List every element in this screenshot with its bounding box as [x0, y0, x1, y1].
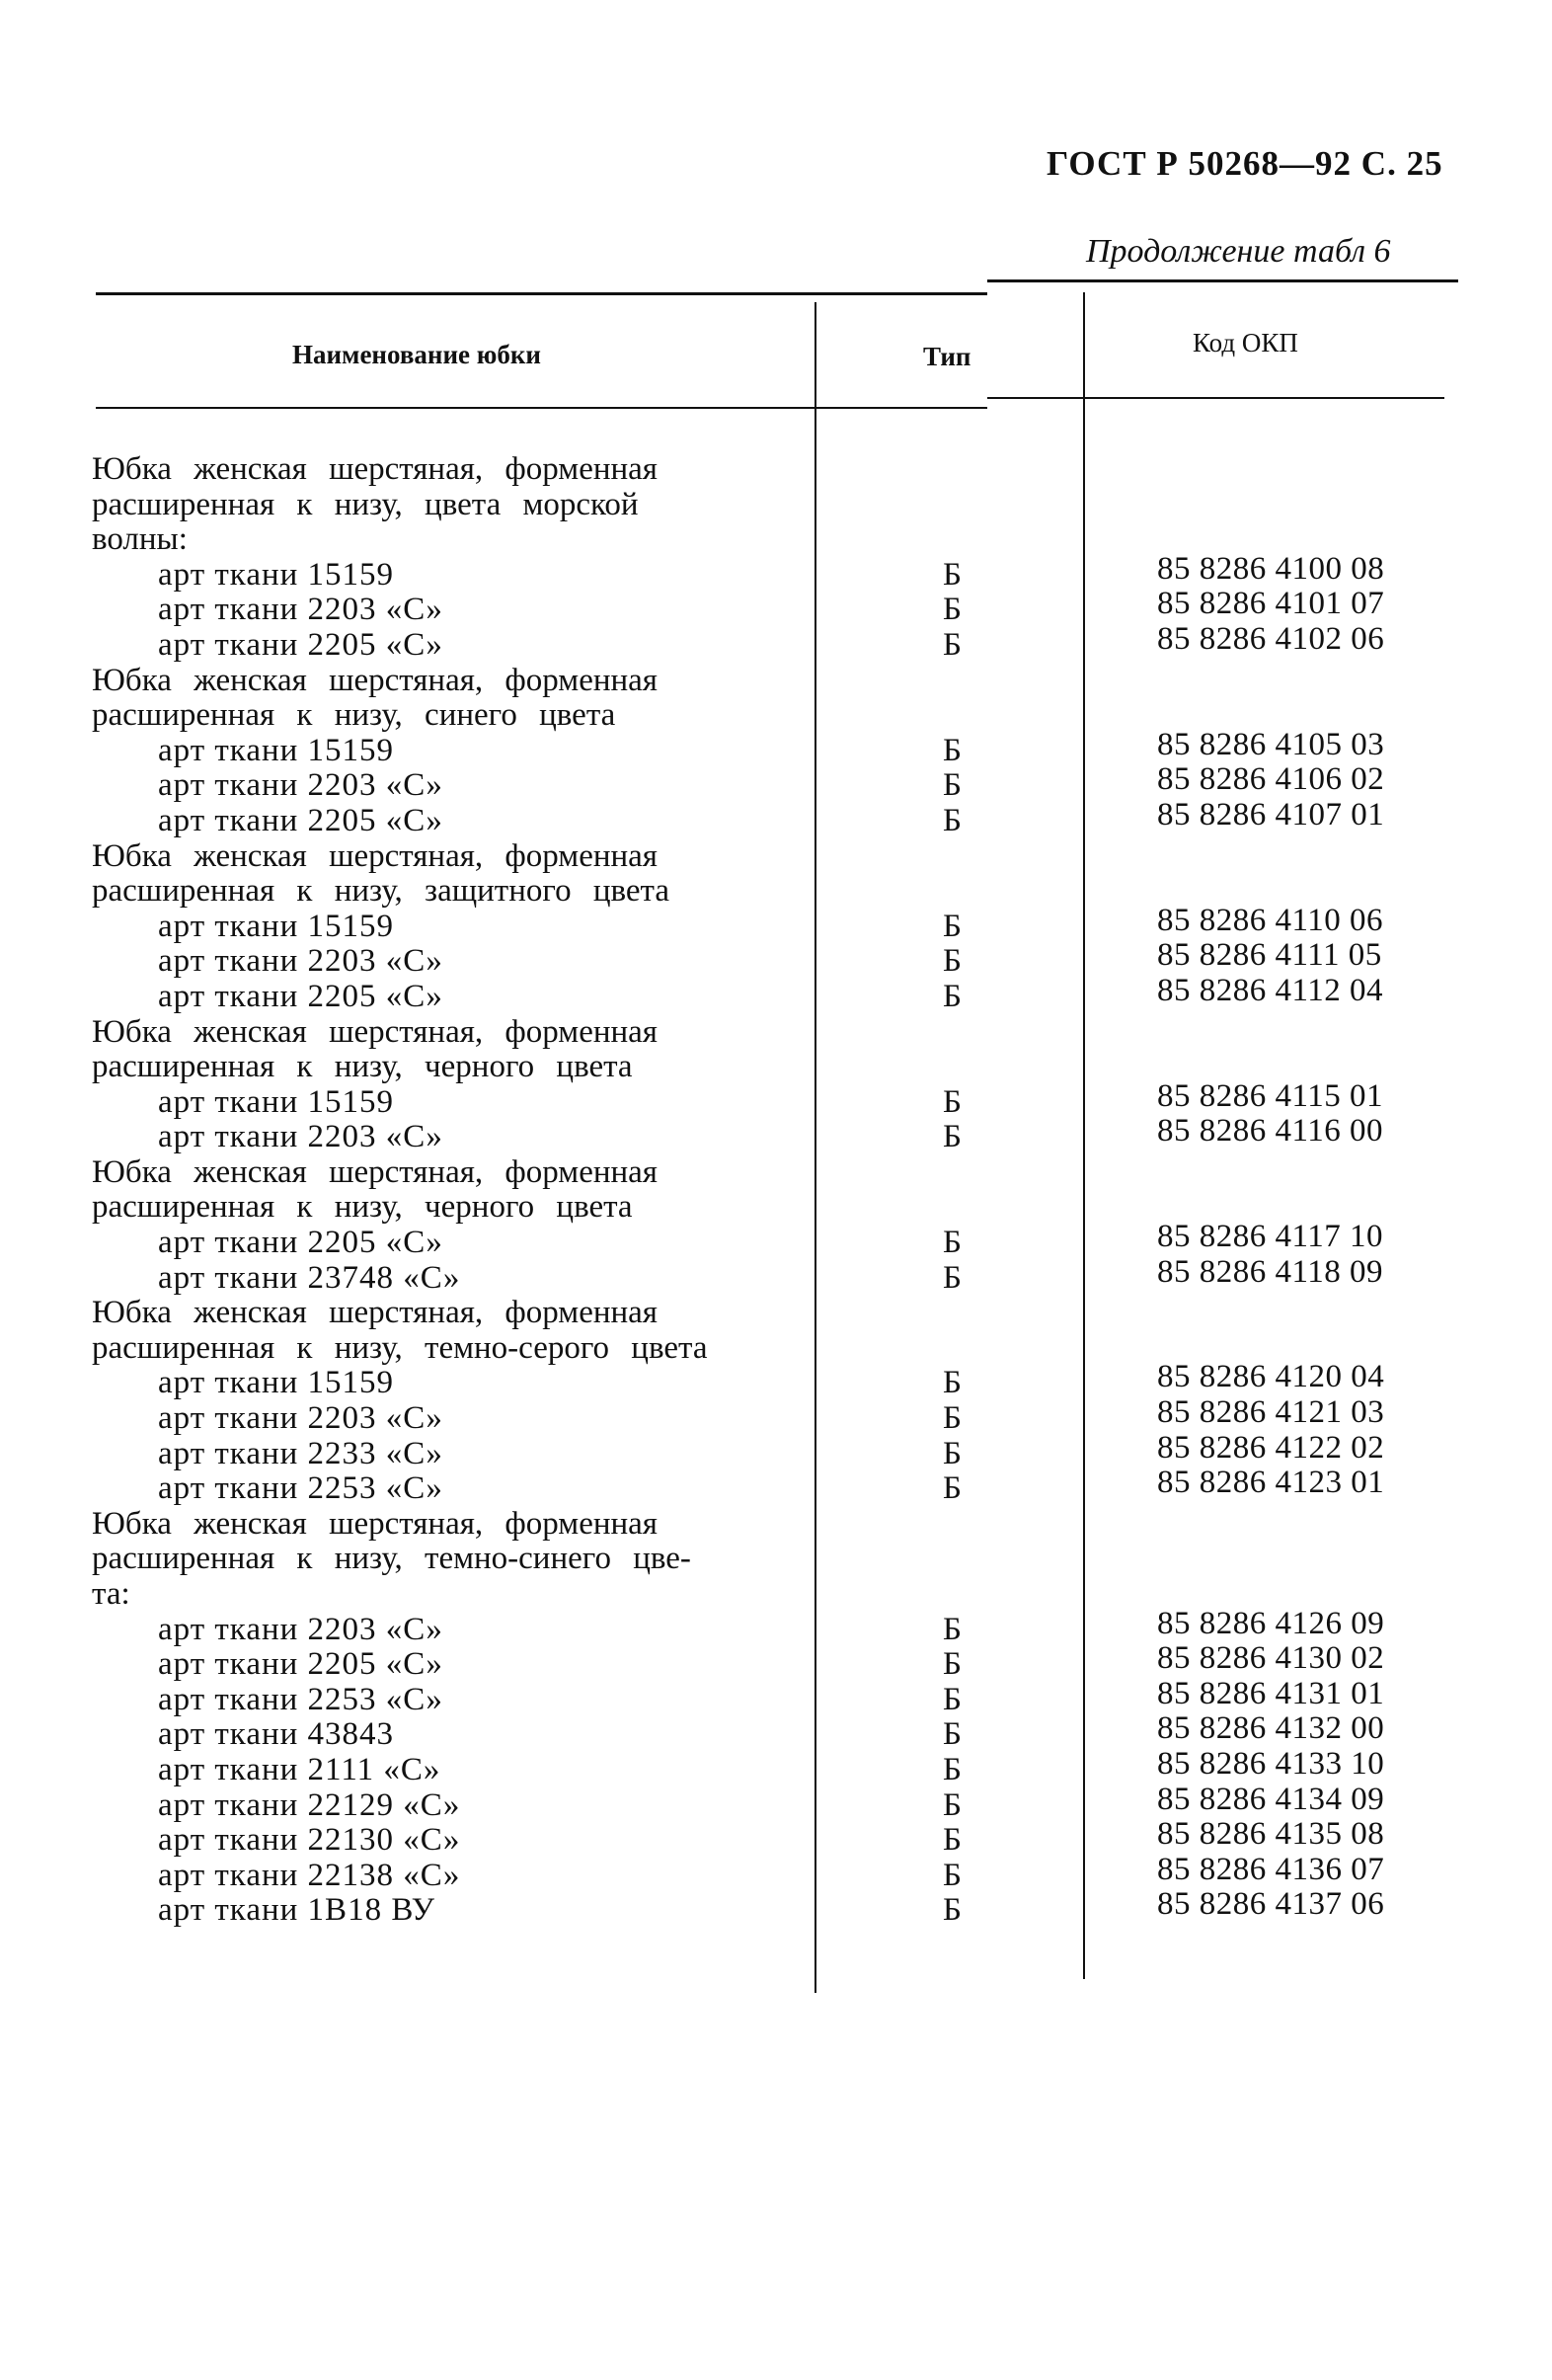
table-row: [0, 1886, 1552, 1929]
row-type: Б: [943, 1681, 962, 1717]
row-code: 85 8286 4126 09: [1157, 1605, 1385, 1641]
row-name: арт ткани 1В18 ВУ: [158, 1892, 436, 1929]
row-code: 85 8286 4110 06: [1157, 902, 1384, 938]
row-name: расширенная к низу, цвета морской: [92, 486, 639, 522]
row-name: арт ткани 2203 «С»: [158, 1119, 443, 1155]
row-type: Б: [943, 802, 962, 838]
row-name: арт ткани 2203 «С»: [158, 767, 443, 804]
row-name: арт ткани 22130 «С»: [158, 1822, 461, 1859]
row-type: Б: [943, 1611, 962, 1647]
row-name: Юбка женская шерстяная, форменная: [92, 662, 658, 698]
column-header-code: Код ОКП: [1193, 328, 1298, 357]
row-code: 85 8286 4105 03: [1157, 726, 1385, 762]
row-code: 85 8286 4134 09: [1157, 1781, 1385, 1817]
row-name: арт ткани 2205 «С»: [158, 1225, 443, 1261]
column-header-name: Наименование юбки: [292, 340, 541, 369]
row-name: арт ткани 2203 «С»: [158, 1400, 443, 1437]
row-type: Б: [943, 1786, 962, 1823]
table-header-rule-right: [987, 397, 1444, 399]
row-code: 85 8286 4117 10: [1157, 1219, 1384, 1255]
table-top-rule-left: [96, 292, 987, 295]
table-row: [0, 664, 1552, 699]
row-name: арт ткани 22129 «С»: [158, 1786, 461, 1823]
row-code: 85 8286 4136 07: [1157, 1851, 1385, 1887]
row-type: Б: [943, 1751, 962, 1787]
table-continuation-caption: Продолжение табл 6: [1086, 233, 1391, 270]
table-row: [0, 1253, 1552, 1297]
row-code: 85 8286 4130 02: [1157, 1640, 1385, 1677]
row-type: Б: [943, 1716, 962, 1753]
row-code: 85 8286 4120 04: [1157, 1359, 1385, 1395]
row-type: Б: [943, 556, 962, 593]
row-name: арт ткани 43843: [158, 1716, 395, 1753]
row-code: 85 8286 4100 08: [1157, 550, 1385, 587]
row-name: арт ткани 2205 «С»: [158, 1646, 443, 1683]
row-code: 85 8286 4137 06: [1157, 1886, 1385, 1923]
row-name: арт ткани 2205 «С»: [158, 626, 443, 663]
row-name: Юбка женская шерстяная, форменная: [92, 1153, 658, 1190]
table-row: [0, 488, 1552, 523]
table-row: [0, 452, 1552, 488]
row-name: арт ткани 22138 «С»: [158, 1857, 461, 1893]
table-row: [0, 839, 1552, 875]
row-name: арт ткани 23748 «С»: [158, 1259, 461, 1296]
row-name: арт ткани 2253 «С»: [158, 1681, 443, 1717]
row-type: Б: [943, 767, 962, 804]
table-top-rule-right: [987, 279, 1458, 282]
row-code: 85 8286 4106 02: [1157, 761, 1385, 798]
row-type: Б: [943, 1259, 962, 1296]
row-name: Юбка женская шерстяная, форменная: [92, 1505, 658, 1542]
row-type: Б: [943, 1857, 962, 1893]
row-name: Юбка женская шерстяная, форменная: [92, 451, 658, 487]
row-name: арт ткани 15159: [158, 1083, 395, 1120]
row-type: Б: [943, 978, 962, 1014]
row-type: Б: [943, 943, 962, 980]
row-name: арт ткани 2203 «С»: [158, 1611, 443, 1647]
row-name: арт ткани 2205 «С»: [158, 802, 443, 838]
row-code: 85 8286 4133 10: [1157, 1745, 1385, 1782]
row-type: Б: [943, 1400, 962, 1437]
row-type: Б: [943, 1083, 962, 1120]
row-name: арт ткани 2203 «С»: [158, 943, 443, 980]
row-code: 85 8286 4135 08: [1157, 1816, 1385, 1853]
row-type: Б: [943, 626, 962, 663]
row-name: Юбка женская шерстяная, форменная: [92, 837, 658, 874]
row-name: расширенная к низу, черного цвета: [92, 1049, 633, 1085]
table-row: [0, 1465, 1552, 1507]
table-row: [0, 620, 1552, 664]
row-name: арт ткани 2111 «С»: [158, 1751, 441, 1787]
row-code: 85 8286 4121 03: [1157, 1394, 1385, 1431]
row-code: 85 8286 4111 05: [1157, 937, 1382, 974]
row-type: Б: [943, 1119, 962, 1155]
row-code: 85 8286 4107 01: [1157, 796, 1385, 833]
table-row: [0, 1015, 1552, 1051]
row-type: Б: [943, 1892, 962, 1929]
row-name: арт ткани 2203 «С»: [158, 592, 443, 628]
row-code: 85 8286 4118 09: [1157, 1253, 1384, 1290]
row-name: арт ткани 2233 «С»: [158, 1435, 443, 1471]
row-name: расширенная к низу, защитного цвета: [92, 873, 670, 910]
table-row: [0, 796, 1552, 839]
row-name: та:: [92, 1576, 130, 1612]
table-row: [0, 1507, 1552, 1543]
row-name: расширенная к низу, черного цвета: [92, 1189, 633, 1226]
standard-page-header: ГОСТ Р 50268—92 С. 25: [1047, 144, 1443, 183]
row-type: Б: [943, 1225, 962, 1261]
row-type: Б: [943, 1435, 962, 1471]
table-row: [0, 1113, 1552, 1155]
row-type: Б: [943, 1470, 962, 1507]
row-name: волны:: [92, 521, 188, 558]
row-code: 85 8286 4101 07: [1157, 586, 1385, 622]
row-type: Б: [943, 908, 962, 944]
row-name: расширенная к низу, темно-серого цвета: [92, 1329, 708, 1366]
row-code: 85 8286 4102 06: [1157, 620, 1385, 657]
row-code: 85 8286 4131 01: [1157, 1675, 1385, 1711]
row-type: Б: [943, 592, 962, 628]
row-code: 85 8286 4123 01: [1157, 1465, 1385, 1501]
row-code: 85 8286 4115 01: [1157, 1077, 1384, 1114]
row-name: арт ткани 15159: [158, 732, 395, 768]
table-row: [0, 1296, 1552, 1331]
row-name: арт ткани 2253 «С»: [158, 1470, 443, 1507]
row-code: 85 8286 4112 04: [1157, 972, 1384, 1008]
row-name: Юбка женская шерстяная, форменная: [92, 1295, 658, 1331]
row-name: расширенная к низу, синего цвета: [92, 697, 616, 734]
table-body: [0, 452, 1552, 1929]
row-type: Б: [943, 732, 962, 768]
row-name: арт ткани 15159: [158, 908, 395, 944]
column-header-type: Тип: [923, 342, 971, 371]
table-row: [0, 1542, 1552, 1577]
row-code: 85 8286 4132 00: [1157, 1710, 1385, 1747]
row-name: расширенная к низу, темно-синего цве-: [92, 1541, 691, 1577]
row-type: Б: [943, 1646, 962, 1683]
table-row: [0, 1155, 1552, 1191]
row-type: Б: [943, 1365, 962, 1401]
row-name: арт ткани 15159: [158, 1365, 395, 1401]
row-name: Юбка женская шерстяная, форменная: [92, 1013, 658, 1050]
row-code: 85 8286 4122 02: [1157, 1429, 1385, 1466]
row-name: арт ткани 2205 «С»: [158, 978, 443, 1014]
row-name: арт ткани 15159: [158, 556, 395, 593]
row-type: Б: [943, 1822, 962, 1859]
table-row: [0, 972, 1552, 1015]
table-header-rule-left: [96, 407, 987, 409]
row-code: 85 8286 4116 00: [1157, 1113, 1384, 1150]
